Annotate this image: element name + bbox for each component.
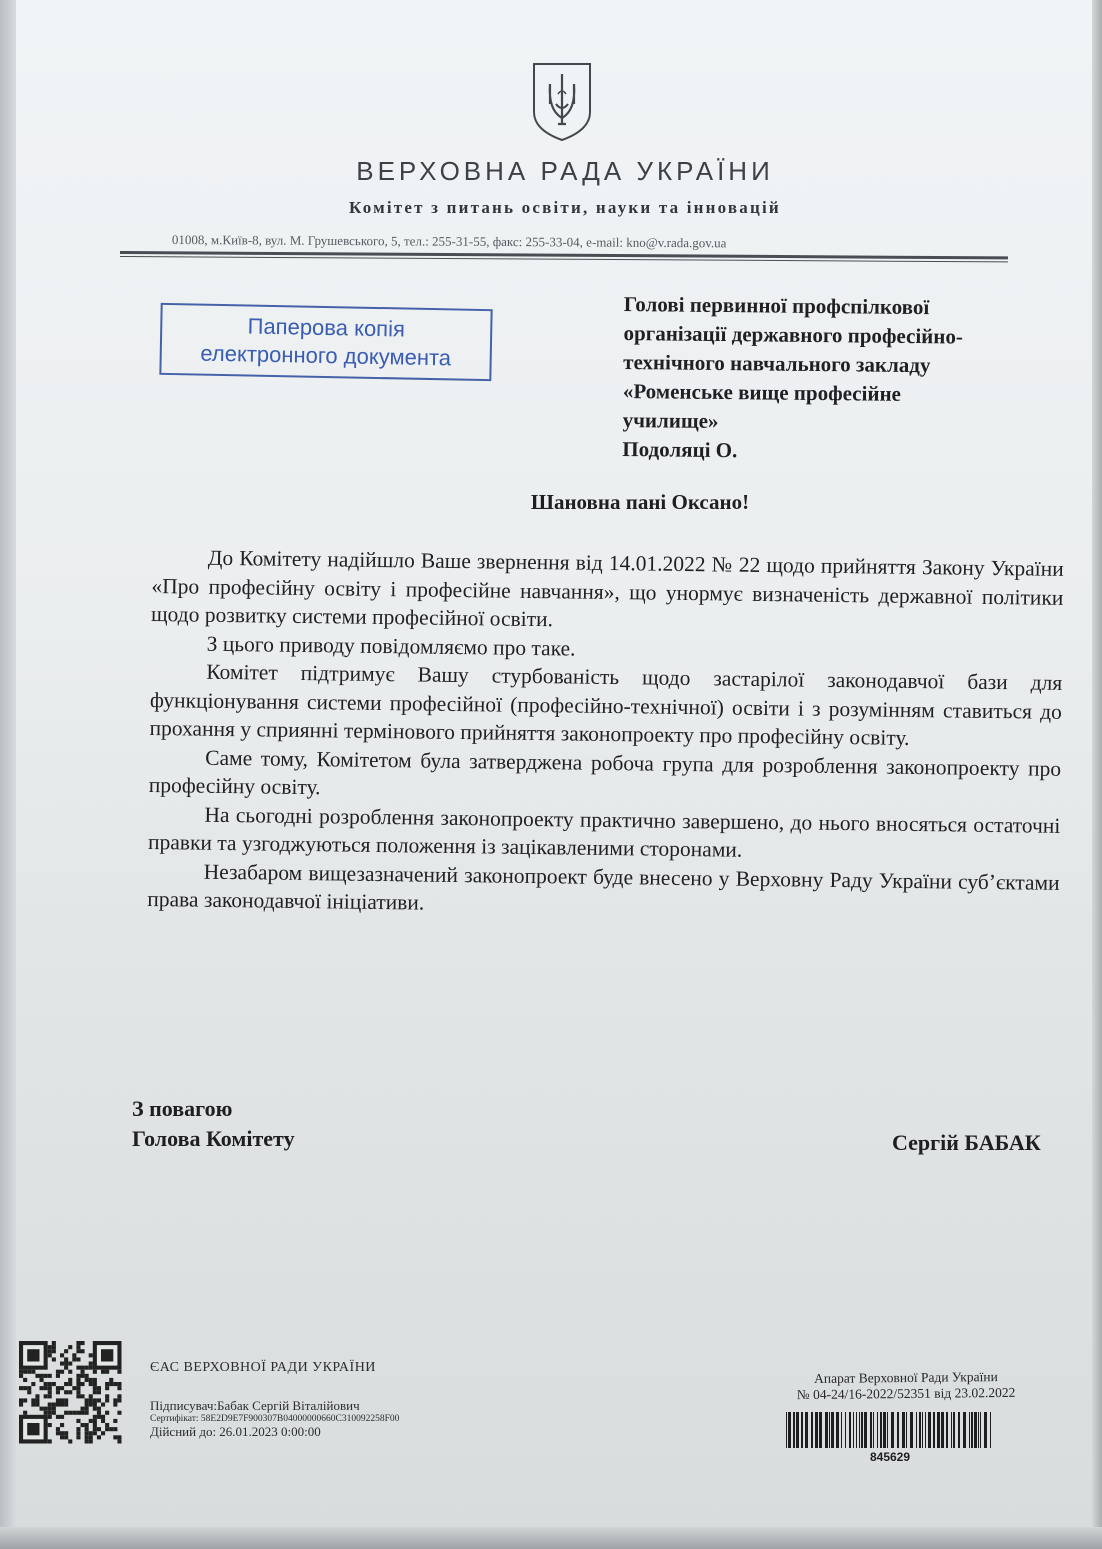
signer-name: Сергій БАБАК bbox=[892, 1130, 1041, 1155]
body-paragraph: Незабаром вищезазначений законопроект буде внесено у Верховну Раду України суб’єктами права законодавчої ініціативи. bbox=[147, 859, 1060, 915]
body-paragraph: На сьогодні розроблення законопроекту практично завершено, до нього вносяться остаточні правки та узгоджуються положення із зацікавленими сторонами. bbox=[147, 802, 1061, 862]
paper-edge-bottom bbox=[0, 1527, 1102, 1549]
addressee-line: училище» bbox=[622, 407, 719, 433]
barcode-number: 845629 bbox=[869, 1450, 911, 1464]
addressee-line: організації державного професійно- bbox=[623, 320, 964, 349]
body-paragraph: Саме тому, Комітетом була затверджена робоча група для розроблення законопроекту про професійну освіту. bbox=[148, 745, 1062, 800]
letter-body bbox=[147, 543, 1064, 925]
eds-certificate: Сертифікат: 58E2D9E7F900307B04000000660C310092258F00 bbox=[150, 1414, 400, 1424]
eds-system: ЄАС ВЕРХОВНОЇ РАДИ УКРАЇНИ bbox=[150, 1360, 376, 1375]
body-paragraph: До Комітету надійшло Ваше звернення від 14.01.2022 № 22 щодо прийняття Закону України «Про професійну освіту і професійне навчання», що унормує визначеність державної політики щодо розвитку системи професійної освіти. bbox=[150, 545, 1064, 632]
addressee-line: Подоляці О. bbox=[622, 436, 738, 463]
paper-copy-stamp bbox=[159, 303, 492, 381]
addressee-line: «Роменське вище професійне bbox=[622, 378, 902, 406]
trident-emblem-icon bbox=[528, 60, 596, 142]
eds-signer: Підписувач:Бабак Сергій Віталійович bbox=[150, 1398, 360, 1413]
salutation: Шановна пані Оксано! bbox=[530, 490, 750, 514]
letterhead-rule bbox=[120, 251, 1008, 262]
body-paragraph: Комітет підтримує Вашу стурбованість щодо застарілої законодавчої бази для функціонування системи професійної (професійно-технічної) освіти і з розумінням ставиться до прохання у сприянні термінового прийняття законопроекту про професійну освіту. bbox=[149, 659, 1063, 750]
eds-valid-until: Дійсний до: 26.01.2023 0:00:00 bbox=[150, 1424, 321, 1439]
closing-regards: З повагою bbox=[132, 1096, 233, 1121]
registration-office: Апарат Верховної Ради України bbox=[813, 1369, 998, 1386]
addressee-line: Голові первинної профспілкової bbox=[623, 291, 930, 320]
closing-block bbox=[132, 1094, 295, 1154]
closing-position: Голова Комітету bbox=[132, 1126, 295, 1151]
registration-block bbox=[756, 1368, 1056, 1403]
qr-code-icon bbox=[18, 1340, 124, 1444]
registration-number: № 04-24/16-2022/52351 від 23.02.2022 bbox=[796, 1384, 1016, 1403]
paper-edge-left bbox=[0, 0, 16, 1549]
addressee-block bbox=[622, 290, 1064, 469]
body-paragraph: З цього приводу повідомляємо про таке. bbox=[206, 631, 576, 661]
addressee-line: технічного навчального закладу bbox=[623, 349, 931, 378]
barcode-icon bbox=[784, 1412, 996, 1448]
committee-name: Комітет з питань освіти, науки та інновацій bbox=[349, 198, 781, 217]
letterhead-address: 01008, м.Київ-8, вул. М. Грушевського, 5, тел.: 255-31-55, факс: 255-33-04, e-mail: kno@v.rada.gov.ua bbox=[171, 232, 727, 251]
paper-edge-right bbox=[1092, 0, 1102, 1549]
org-name: ВЕРХОВНА РАДА УКРАЇНИ bbox=[356, 156, 774, 186]
stamp-line-1: Паперова копія bbox=[247, 313, 406, 342]
e-signature-block bbox=[150, 1360, 570, 1440]
stamp-line-2: електронного документа bbox=[200, 340, 452, 371]
